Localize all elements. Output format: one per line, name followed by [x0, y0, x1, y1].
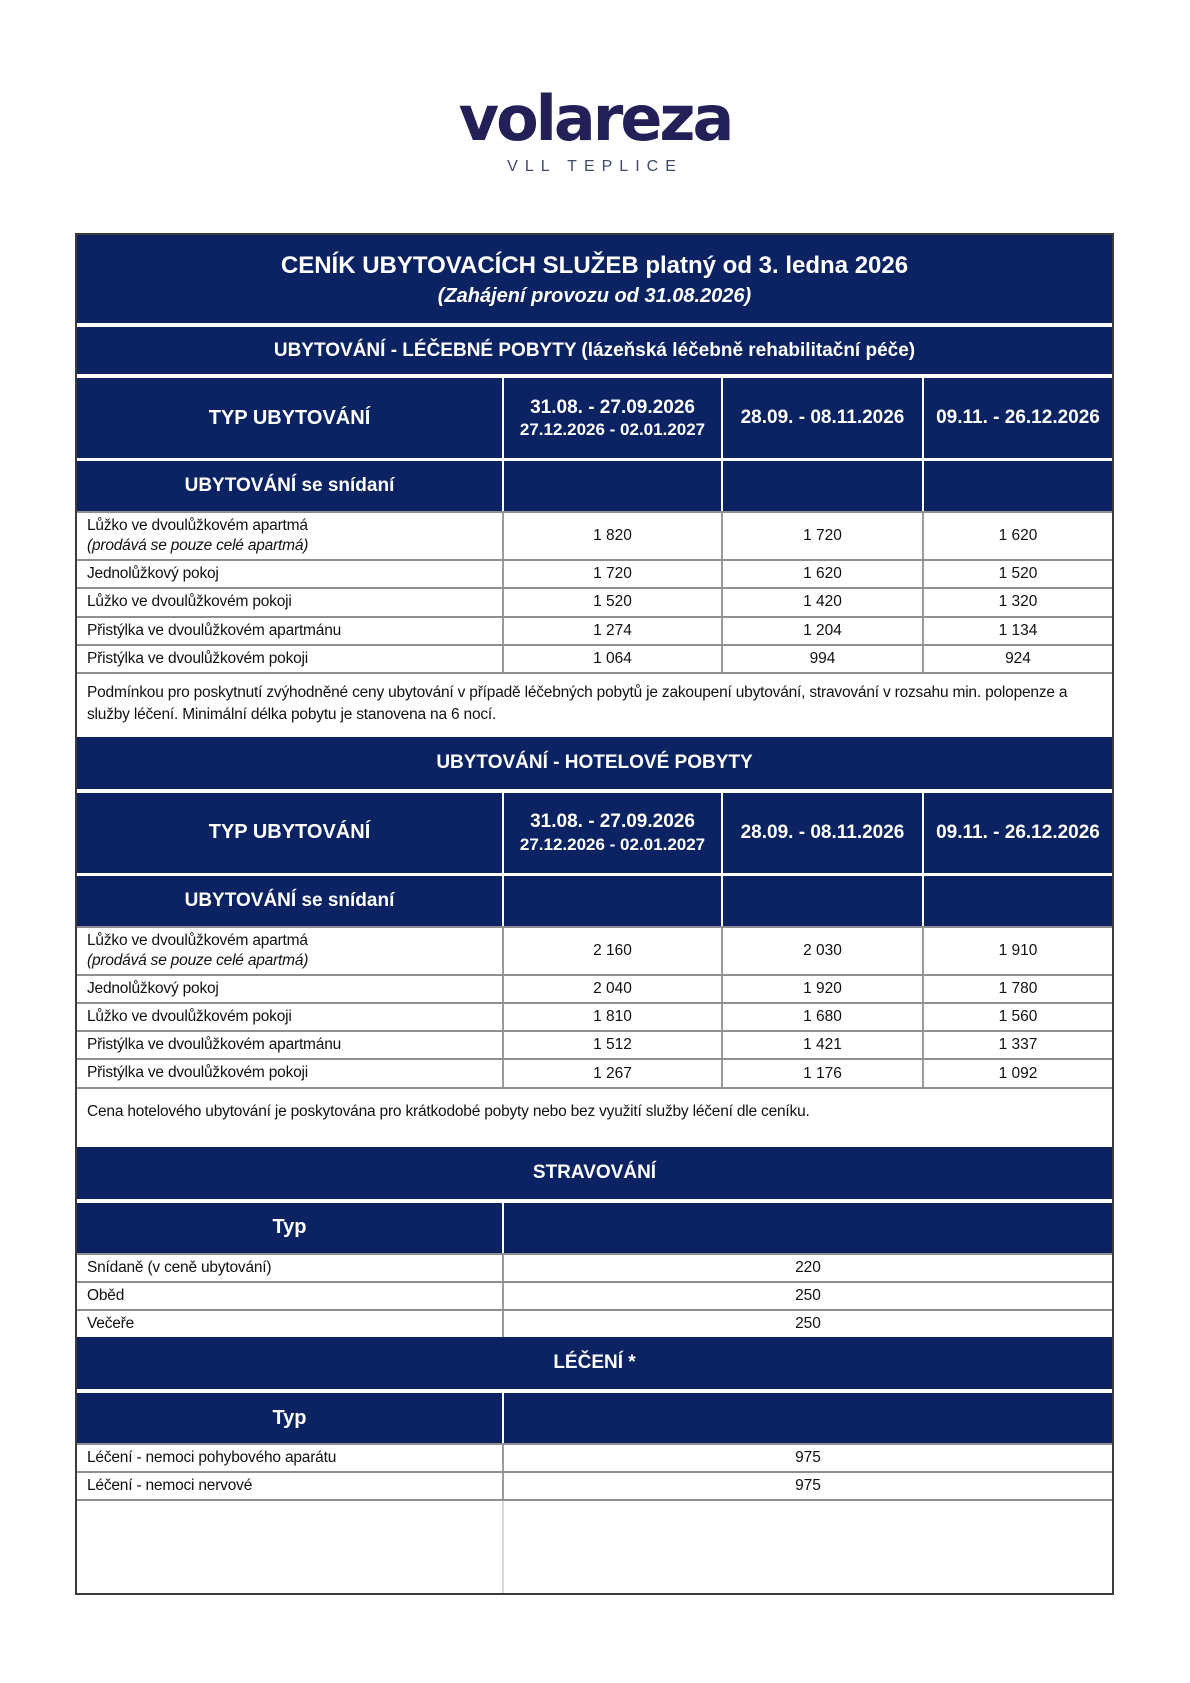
row-label [77, 513, 502, 559]
season1-line2: 27.12.2026 - 02.01.2027 [519, 835, 706, 855]
row-label: Lůžko ve dvoulůžkovém pokoji [87, 1008, 292, 1026]
note-lecebne: Podmínkou pro poskytnutí zvýhodněné ceny ubytování v případě léčebných pobytů je zakoupení ubytování, stravování v rozsahu min. polopenze a služby léčení. Minimální délka pobytu je stanovena na 6 nocí. [77, 672, 1112, 737]
row-label: Léčení - nemoci pohybového aparátu [87, 1449, 337, 1467]
price-value: 1 512 [502, 1032, 721, 1058]
document-title: CENÍK UBYTOVACÍCH SLUŽEB platný od 3. ledna 2026 [280, 252, 909, 279]
column-header-season2: 28.09. - 08.11.2026 [721, 793, 922, 873]
subheader-label: UBYTOVÁNÍ se snídaní [184, 475, 395, 496]
row-label-main: Lůžko ve dvoulůžkovém apartmá [87, 931, 308, 949]
table-row [77, 559, 1112, 587]
price-value: 2 040 [502, 976, 721, 1002]
price-list-document [75, 233, 1114, 1595]
table-row [77, 1030, 1112, 1058]
table-row [77, 1471, 1112, 1499]
type-header-row-leceni [77, 1393, 1112, 1443]
price-value: 1 720 [502, 561, 721, 587]
note-hotelove: Cena hotelového ubytování je poskytována pro krátkodobé pobyty nebo bez využití služby léčení dle ceníku. [77, 1087, 1112, 1147]
type-header-empty-cell [502, 1203, 1112, 1253]
row-label: Lůžko ve dvoulůžkovém pokoji [87, 593, 292, 611]
price-value: 1 560 [922, 1004, 1112, 1030]
table-row [77, 1281, 1112, 1309]
price-value: 1 204 [721, 618, 922, 644]
table-header-hotelove [77, 793, 1112, 873]
row-label: Přistýlka ve dvoulůžkovém apartmánu [87, 1036, 342, 1054]
price-value: 1 267 [502, 1060, 721, 1086]
table-header-lecebne [77, 378, 1112, 458]
price-value: 975 [502, 1473, 1112, 1499]
price-value: 994 [721, 646, 922, 672]
price-value: 975 [502, 1445, 1112, 1471]
subheader-label: UBYTOVÁNÍ se snídaní [184, 889, 395, 911]
price-value: 1 421 [721, 1032, 922, 1058]
price-value: 1 092 [922, 1060, 1112, 1086]
section-header-hotelove: UBYTOVÁNÍ - HOTELOVÉ POBYTY [77, 737, 1112, 789]
section-header-leceni: LÉČENÍ * [77, 1337, 1112, 1389]
price-value: 1 520 [922, 561, 1112, 587]
price-value: 1 820 [502, 513, 721, 559]
row-label: Snídaně (v ceně ubytování) [87, 1258, 272, 1276]
document-subtitle: (Zahájení provozu od 31.08.2026) [437, 285, 752, 307]
table-row [77, 1058, 1112, 1086]
subheader-empty-cell [502, 876, 721, 926]
price-value: 1 920 [721, 976, 922, 1002]
column-header-season1 [502, 793, 721, 873]
type-column-header: Typ [272, 1216, 307, 1239]
season1-line1: 31.08. - 27.09.2026 [530, 811, 695, 833]
price-value: 1 910 [922, 928, 1112, 974]
table-row [77, 1443, 1112, 1471]
price-value: 1 274 [502, 618, 721, 644]
row-label-sub: (prodává se pouze celé apartmá) [87, 537, 309, 555]
column-header-type: TYP UBYTOVÁNÍ [208, 821, 371, 844]
divider [502, 1501, 504, 1593]
table-row [77, 616, 1112, 644]
table-row [77, 1309, 1112, 1337]
document-title-block [77, 235, 1112, 323]
price-value: 1 680 [721, 1004, 922, 1030]
subheader-row-lecebne [77, 461, 1112, 511]
price-value: 2 030 [721, 928, 922, 974]
logo [0, 0, 1190, 176]
subheader-empty-cell [721, 876, 922, 926]
type-column-header: Typ [272, 1406, 307, 1429]
subheader-empty-cell [502, 461, 721, 511]
subheader-empty-cell [922, 876, 1112, 926]
subheader-empty-cell [721, 461, 922, 511]
empty-footer-area [77, 1499, 1112, 1593]
row-label: Oběd [87, 1286, 125, 1304]
price-value: 1 780 [922, 976, 1112, 1002]
row-label: Večeře [87, 1314, 135, 1332]
price-value: 924 [922, 646, 1112, 672]
season1-line2: 27.12.2026 - 02.01.2027 [519, 420, 706, 440]
row-label: Přistýlka ve dvoulůžkovém pokoji [87, 1064, 309, 1082]
price-value: 1 134 [922, 618, 1112, 644]
price-value: 1 810 [502, 1004, 721, 1030]
price-value: 250 [502, 1283, 1112, 1309]
price-value: 2 160 [502, 928, 721, 974]
subheader-row-hotelove [77, 876, 1112, 926]
price-value: 1 337 [922, 1032, 1112, 1058]
section-header-stravovani: STRAVOVÁNÍ [77, 1147, 1112, 1199]
table-row [77, 587, 1112, 615]
logo-brand-text: volareza [458, 82, 732, 155]
price-value: 220 [502, 1255, 1112, 1281]
price-value: 1 520 [502, 589, 721, 615]
type-header-row-stravovani [77, 1203, 1112, 1253]
price-value: 1 620 [922, 513, 1112, 559]
column-header-season1 [502, 378, 721, 458]
season1-line1: 31.08. - 27.09.2026 [530, 396, 695, 418]
table-row [77, 644, 1112, 672]
column-header-type: TYP UBYTOVÁNÍ [208, 406, 371, 429]
row-label: Přistýlka ve dvoulůžkovém apartmánu [87, 621, 342, 639]
column-header-season3: 09.11. - 26.12.2026 [922, 793, 1112, 873]
section-header-lecebne: UBYTOVÁNÍ - LÉČEBNÉ POBYTY (lázeňská léčebně rehabilitační péče) [77, 327, 1112, 374]
row-label: Přistýlka ve dvoulůžkovém pokoji [87, 649, 309, 667]
column-header-season3: 09.11. - 26.12.2026 [922, 378, 1112, 458]
table-row [77, 974, 1112, 1002]
type-header-empty-cell [502, 1393, 1112, 1443]
price-value: 1 064 [502, 646, 721, 672]
logo-location-text: VLL TEPLICE [507, 158, 683, 175]
price-value: 1 620 [721, 561, 922, 587]
table-row [77, 1253, 1112, 1281]
table-row [77, 1002, 1112, 1030]
price-value: 1 176 [721, 1060, 922, 1086]
price-value: 1 320 [922, 589, 1112, 615]
subheader-empty-cell [922, 461, 1112, 511]
column-header-season2: 28.09. - 08.11.2026 [721, 378, 922, 458]
price-value: 1 420 [721, 589, 922, 615]
price-value: 1 720 [721, 513, 922, 559]
row-label-main: Lůžko ve dvoulůžkovém apartmá [87, 517, 308, 534]
row-label: Léčení - nemoci nervové [87, 1477, 253, 1495]
row-label-sub: (prodává se pouze celé apartmá) [87, 951, 309, 969]
price-value: 250 [502, 1311, 1112, 1337]
row-label: Jednolůžkový pokoj [87, 980, 219, 998]
table-row [77, 926, 1112, 974]
table-row [77, 511, 1112, 559]
row-label: Jednolůžkový pokoj [87, 565, 219, 583]
row-label [77, 928, 502, 974]
